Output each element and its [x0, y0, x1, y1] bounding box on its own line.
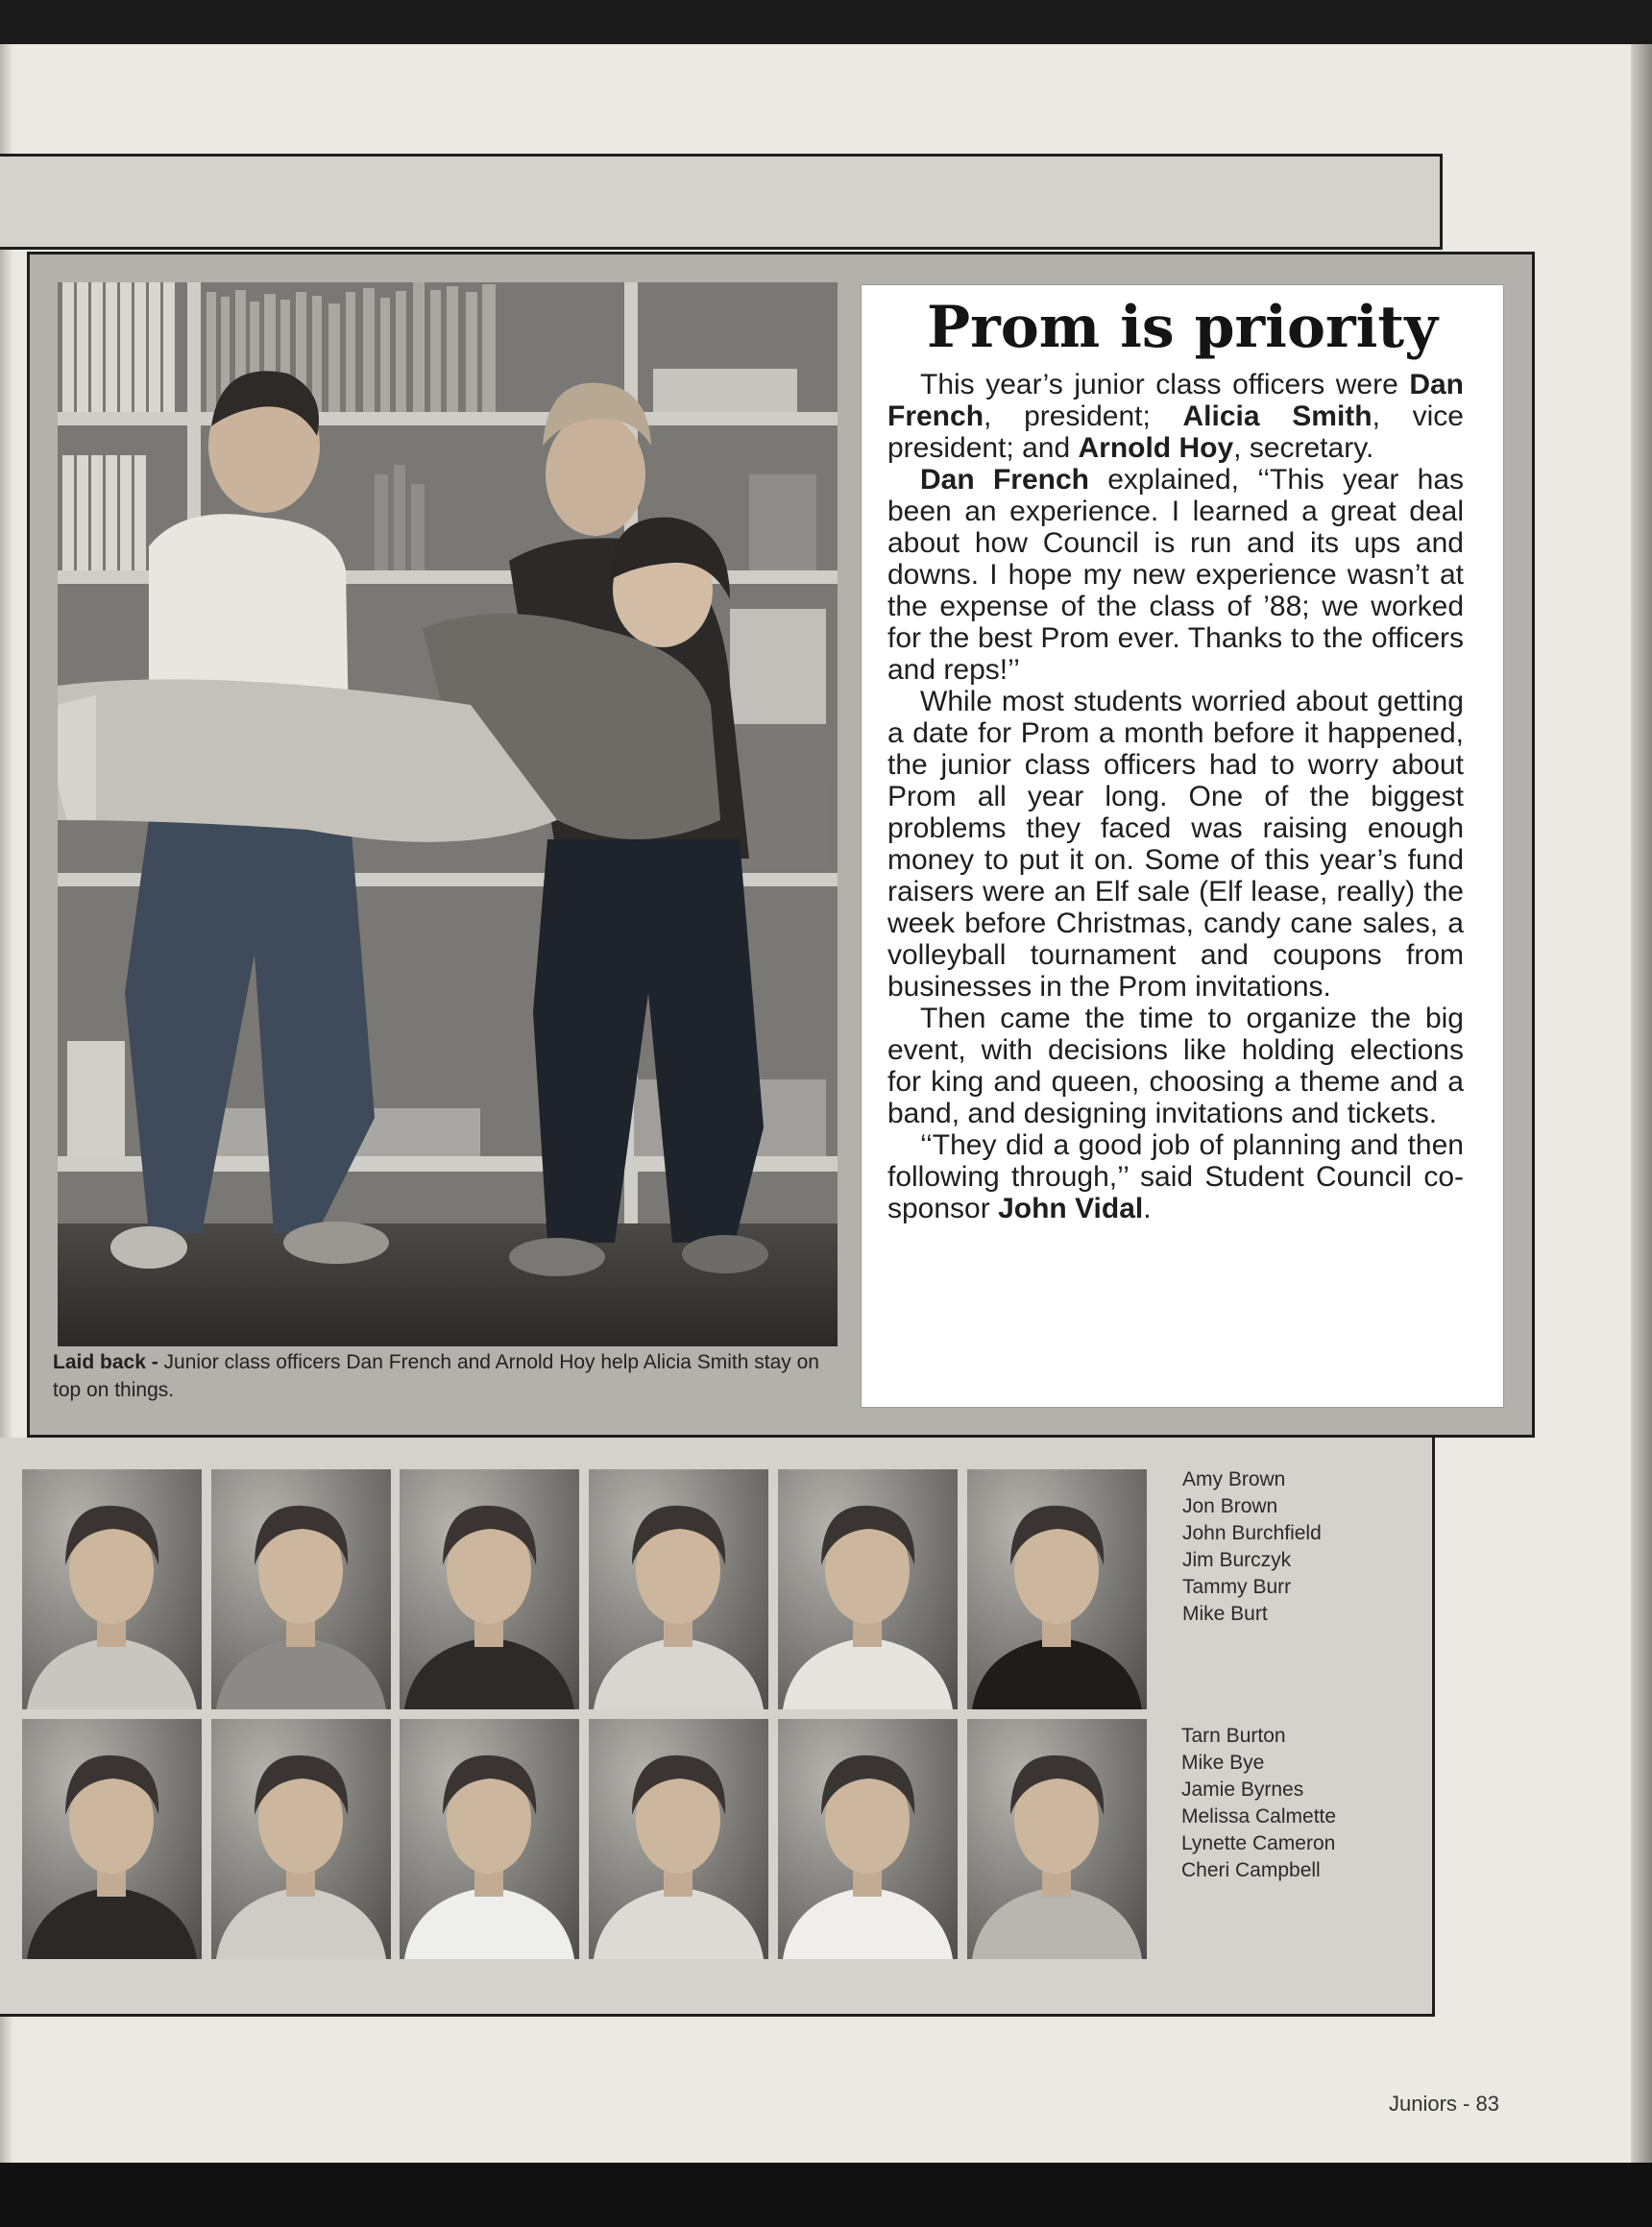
- photo-caption: [53, 1348, 840, 1404]
- story-title: Prom is priority: [927, 294, 1438, 361]
- story-paragraph: [887, 464, 1464, 686]
- story-name-bold: Arnold Hoy: [1078, 432, 1234, 464]
- portrait-name: Lynette Cameron: [1181, 1832, 1336, 1854]
- names-list-row-2: [1181, 1723, 1336, 1884]
- story-name-bold: Dan French: [887, 369, 1464, 432]
- portrait-name: Jim Burczyk: [1182, 1549, 1292, 1571]
- story-name-bold: John Vidal: [998, 1193, 1144, 1224]
- story-paragraph: [887, 1003, 1464, 1129]
- student-portrait: [400, 1719, 579, 1959]
- story-run: explained, ‘‘This year has been an experience. I learned a great deal about how Council is run and its ups and downs. I hope my new experience wasn’t at the expense of the class of ’88; we worked for the best Prom ever. Thanks to the officers and reps!’’: [887, 464, 1464, 686]
- student-portrait: [778, 1469, 958, 1709]
- student-portrait: [211, 1719, 391, 1959]
- story-run: .: [1143, 1193, 1152, 1224]
- story-name-bold: Alicia Smith: [1182, 400, 1373, 432]
- header-tab-panel: [0, 154, 1443, 250]
- story-name-bold: Dan French: [920, 464, 1089, 496]
- student-portrait: [967, 1469, 1147, 1709]
- officers-photo-illustration: [58, 282, 838, 1346]
- portrait-name: Jamie Byrnes: [1181, 1779, 1304, 1801]
- caption-text: Junior class officers Dan French and Arnold Hoy help Alicia Smith stay on top on things.: [53, 1351, 819, 1401]
- student-portrait: [778, 1719, 958, 1959]
- officers-photo: [58, 282, 838, 1346]
- student-portrait: [589, 1469, 768, 1709]
- story-run: , secretary.: [1233, 432, 1374, 464]
- story-run: This year’s junior class officers were: [920, 369, 1410, 400]
- student-portrait: [22, 1469, 202, 1709]
- portrait-name: Tarn Burton: [1181, 1725, 1286, 1747]
- story-run: Then came the time to organize the big event, with decisions like holding elections for king and queen, choosing a theme and a band, and designing invitations and tickets.: [887, 1003, 1464, 1129]
- story-paragraph: [887, 1129, 1464, 1224]
- story-run: While most students worried about getting a date for Prom a month before it happened, the junior class officers had to worry about Prom all year long. One of the biggest problems they faced was raising enough money to put it on. Some of this year’s fund raisers were an Elf sale (Elf lease, really) the week before Christmas, candy cane sales, a volleyball tournament and coupons from businesses in the Prom invitations.: [887, 686, 1464, 1003]
- student-portrait: [22, 1719, 202, 1959]
- page-right-edge: [1631, 44, 1652, 2163]
- story-run: ‘‘They did a good job of planning and then following through,’’ said Student Council co-sponsor: [887, 1129, 1464, 1224]
- student-portrait: [400, 1469, 579, 1709]
- story-run: , president;: [984, 400, 1183, 432]
- portrait-name: Mike Burt: [1182, 1603, 1268, 1625]
- story-paragraph: [887, 369, 1464, 464]
- caption-lead: Laid back -: [53, 1351, 158, 1373]
- portrait-name: Jon Brown: [1182, 1495, 1278, 1517]
- portrait-name: Tammy Burr: [1182, 1576, 1292, 1598]
- portrait-name: Mike Bye: [1181, 1752, 1265, 1774]
- names-list-row-1: [1182, 1466, 1322, 1628]
- student-portrait: [589, 1719, 768, 1959]
- page-folio: Juniors - 83: [1389, 2092, 1499, 2116]
- portrait-name: Melissa Calmette: [1181, 1805, 1337, 1828]
- story-body: [887, 369, 1464, 1224]
- story-paragraph: [887, 686, 1464, 1003]
- story-run: , vice president; and: [887, 400, 1464, 464]
- student-portrait: [967, 1719, 1147, 1959]
- student-portrait: [211, 1469, 391, 1709]
- scan-bottom-margin: [0, 2163, 1652, 2227]
- portrait-name: Cheri Campbell: [1181, 1859, 1321, 1881]
- portrait-name: Amy Brown: [1182, 1468, 1286, 1490]
- portrait-name: John Burchfield: [1182, 1522, 1322, 1544]
